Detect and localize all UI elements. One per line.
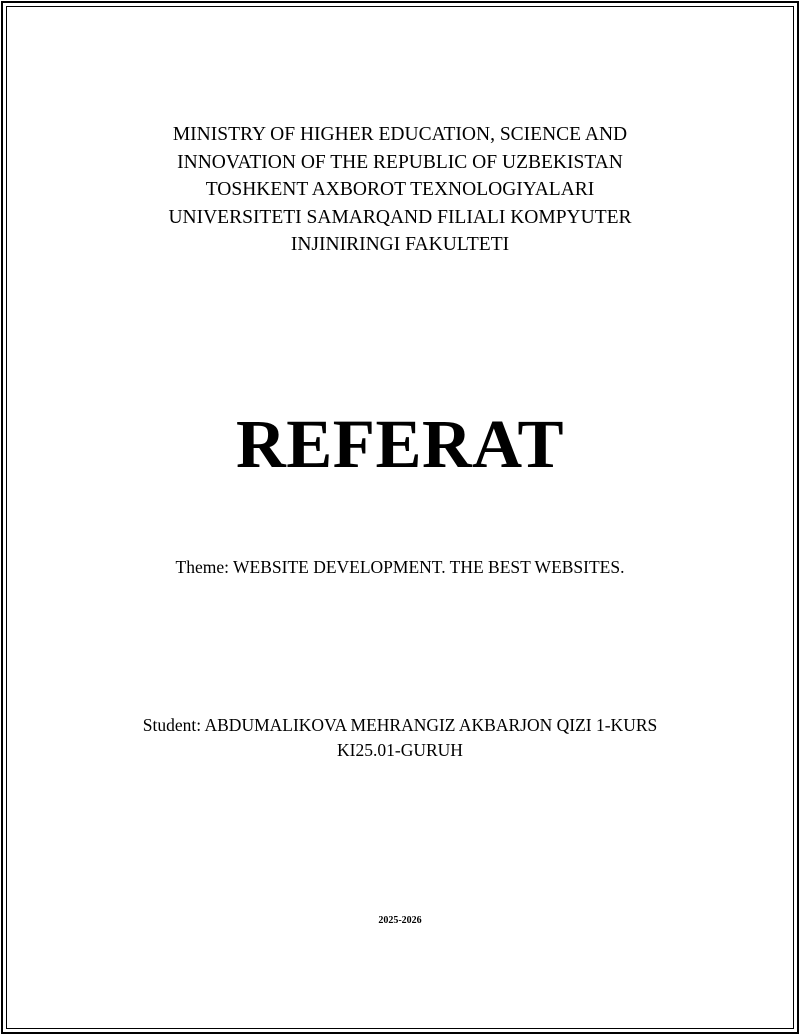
- header-line: INJINIRINGI FAKULTETI: [290, 234, 510, 255]
- header-line: UNIVERSITETI SAMARQAND FILIALI KOMPYUTER: [168, 206, 632, 228]
- institution-header: [0, 121, 800, 259]
- document-title: REFERAT: [235, 406, 565, 482]
- header-line: INNOVATION OF THE REPUBLIC OF UZBEKISTAN: [177, 151, 623, 173]
- student-line: KI25.01-GURUH: [337, 740, 463, 760]
- student-info: [0, 713, 800, 763]
- academic-year: 2025-2026: [378, 915, 422, 926]
- header-line: TOSHKENT AXBOROT TEXNOLOGIYALARI: [205, 179, 595, 200]
- student-line: Student: ABDUMALIKOVA MEHRANGIZ AKBARJON QIZI 1-KURS: [142, 715, 658, 735]
- header-line: MINISTRY OF HIGHER EDUCATION, SCIENCE AND: [172, 124, 628, 145]
- document-theme: Theme: WEBSITE DEVELOPMENT. THE BEST WEBSITES.: [175, 557, 625, 577]
